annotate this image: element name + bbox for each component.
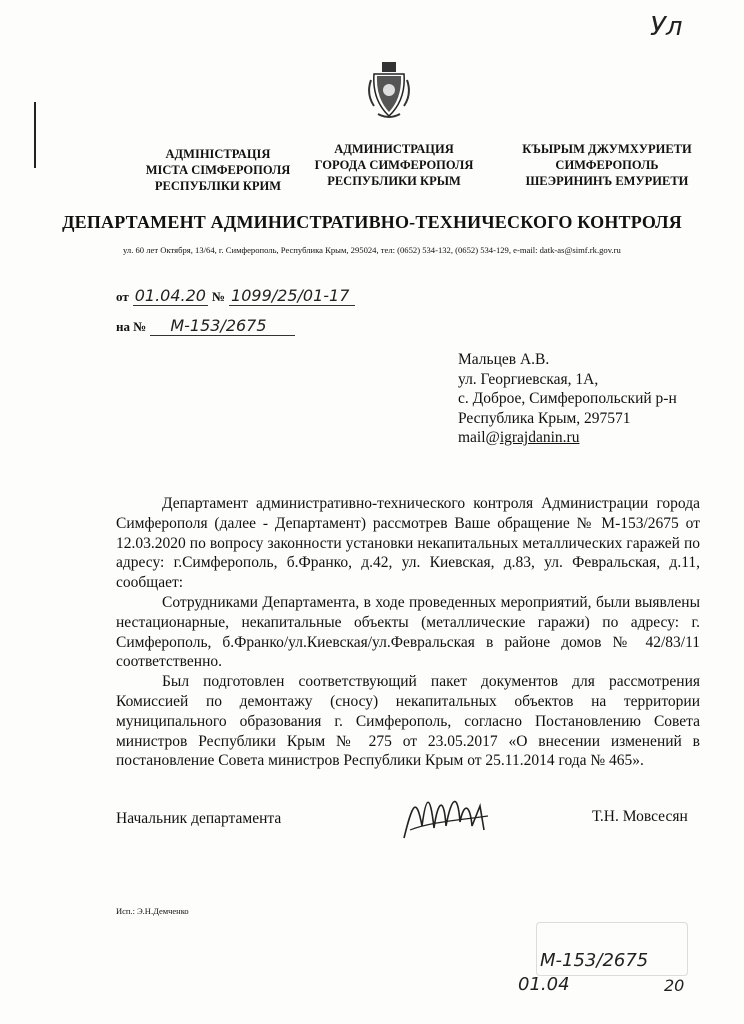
corner-handwritten-mark: Ул [650,12,683,42]
contact-line: ул. 60 лет Октября, 13/64, г. Симферополь, Республика Крым, 295024, тел: (0652) 534-132, (0652) 534-129, e-mail: datk-as@simf.rk.gov.ru [123,245,621,255]
from-label: от [116,289,129,304]
header-left-line: РЕСПУБЛІКИ КРИМ [154,179,282,193]
header-crimean-tatar [494,141,720,189]
stamp-year: 20 [664,976,685,995]
email-prefix: mail@ [458,429,500,447]
coat-of-arms-emblem [368,60,410,125]
outgoing-number: 1099/25/01-17 [229,286,355,306]
letter-body [116,494,700,771]
signatory-name: Т.Н. Мовсесян [592,808,688,825]
reply-number: М-153/2675 [150,316,294,336]
header-left-line: МІСТА СІМФЕРОПОЛЯ [145,163,291,177]
number-label: № [211,289,226,304]
header-center-line: ГОРОДА СИМФЕРОПОЛЯ [314,158,474,172]
addressee-line: с. Доброе, Симферопольский р-н [458,390,677,408]
addressee-line: Республика Крым, 297571 [458,409,631,427]
signatory-position: Начальник департамента [116,810,282,827]
addressee-line: ул. Георгиевская, 1А, [458,370,599,388]
header-right-line: ШЕЭРИНИНЪ ЕМУРИЕТИ [525,174,689,188]
outgoing-reference [116,286,355,306]
body-paragraph: Департамент административно-технического контроля Администрации города Симферополя (далее - Департамент) рассмотрев Ваше обращение № М-153/2675 от 12.03.2020 по вопросу законности установки некапитальных металлических гаражей по адресу: г.Симферополь, б.Франко, д.42, ул. Киевская, д.83, ул. Февральская, д.11, сообщает: [116,495,700,592]
header-center-line: РЕСПУБЛИКИ КРЫМ [327,174,461,188]
header-right-line: СИМФЕРОПОЛЬ [555,158,659,172]
reply-label: на № [116,319,147,334]
header-russian [294,141,494,189]
handwritten-signature [400,786,492,851]
header-center-line: АДМИНИСТРАЦИЯ [334,142,454,156]
header-left-line: АДМІНІСТРАЦІЯ [165,147,271,161]
header-ukrainian [118,146,318,194]
stamp-date: 01.04 [518,974,570,995]
executor-note: Исп.: Э.Н.Демченко [116,906,189,916]
header-right-line: КЪЫРЫМ ДЖУМХУРИЕТИ [522,142,692,156]
department-title: ДЕПАРТАМЕНТ АДМИНИСТРАТИВНО-ТЕХНИЧЕСКОГО КОНТРОЛЯ [62,212,682,232]
email-domain: igrajdanin.ru [499,429,580,447]
outgoing-date: 01.04.20 [134,286,206,305]
addressee-line: Мальцев А.В. [458,351,550,368]
reply-reference [116,316,295,336]
body-paragraph: Был подготовлен соответствующий пакет документов для рассмотрения Комиссией по демонтажу (сносу) некапитальных объектов на территории муниципального образования г. Симферополь, согласно Постановлению Совета министров Республики Крым № 275 от 23.05.2017 «О внесении изменений в постановление Совета министров Республики Крым от 25.11.2014 года № 465». [116,673,700,770]
addressee-block [458,350,677,448]
stamp-reference-number: М-153/2675 [540,950,649,971]
body-paragraph: Сотрудниками Департамента, в ходе проведенных мероприятий, были выявлены нестационарные, некапитальные объекты (металлические гаражи) по адресу: г. Симферополь, б.Франко/ул.Киевская/ул.Февральская в районе домов № 42/83/11 соответственно. [116,593,700,671]
margin-line [34,102,36,168]
addressee-email [458,428,677,448]
